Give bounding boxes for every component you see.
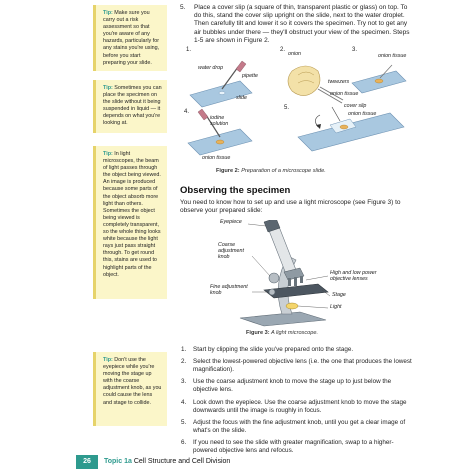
label-iodine-solution: iodine solution [210,115,229,127]
step-number: 3. [181,378,187,386]
figure-3-microscope [200,220,410,330]
label-onion: onion [288,51,301,57]
label-onion-tissue: onion tissue [378,53,407,59]
page-footer [76,455,436,469]
page-number: 26 [76,455,98,469]
label-light: Light [330,304,342,310]
figure-2-drawing [180,45,414,163]
figure-2-caption [216,168,326,174]
label-tweezers: tweezers [328,79,350,85]
tip-box-stains [93,146,167,299]
step-number: 5. [180,4,186,11]
section-intro: You need to know how to set up and use a light microscope (see Figure 3) to observe your prepared slide: [180,199,401,215]
label-cover-slip: cover slip [344,103,367,109]
label-onion-tissue: onion tissue [330,91,359,97]
tip-box-risk-assessment [93,5,167,71]
tip-text: Sometimes you can place the specimen on the slide without it being suspended in liquid — it depends on what you're looking at. [103,85,162,127]
tip-box-specimen [93,80,167,133]
step-number: 1. [181,346,187,353]
tip-label: Tip: [103,151,113,157]
label-onion-tissue: onion tissue [348,111,377,117]
list-item [180,346,416,354]
footer-topic: Topic 1a [104,458,132,465]
figure-3-caption [246,330,318,336]
label-onion-tissue: onion tissue [202,155,231,161]
label-eyepiece: Eyepiece [220,219,242,225]
tip-text: In light microscopes, the beam of light passes through the object being viewed. An image is produced because some parts of the object absorb more light than others. Sometimes the object being viewed is completely transparent, so the whole thing looks white because the light rays just pass straight through. To get round this, stains are used to highlight parts of the object. [103,151,161,278]
step-text: If you need to see the slide with greater magnification, swap to a higher-powered objective lens and refocus. [193,438,394,454]
step-number: 6. [181,438,187,446]
caption-text: A light microscope. [270,330,319,336]
step-text: Look down the eyepiece. Use the coarse adjustment knob to move the stage downwards until the image is roughly in focus. [193,398,407,414]
step-number: 2. [181,358,187,366]
tip-label: Tip: [103,10,113,16]
label-slide: slide [236,95,247,101]
list-item [180,439,416,455]
step-5-paragraph [180,4,412,45]
label-water-drop: water drop [198,65,224,71]
tip-text: Don't use the eyepiece while you're moving the stage up with the coarse adjustment knob, as you could cause the lens and stage to collide. [103,357,162,406]
step-number: 5. [181,418,187,426]
label-objective-lenses: High and low power objective lenses [330,270,377,282]
list-item [180,378,416,394]
label-pipette: pipette [242,73,258,79]
list-item [180,399,416,415]
slide-3-illustration [352,65,406,93]
section-heading: Observing the specimen [180,185,291,196]
label-coarse-adjustment-knob: Coarse adjustment knob [218,242,244,260]
caption-label: Figure 3: [246,330,270,336]
list-item [180,419,416,435]
panel-marker: 4. [184,109,190,115]
panel-marker: 5. [284,105,290,111]
tip-box-eyepiece [93,352,167,426]
panel-marker: 3. [352,47,358,53]
step-text: Start by clipping the slide you've prepared onto the stage. [193,346,354,353]
caption-label: Figure 2: [216,168,240,174]
step-text: Select the lowest-powered objective lens (i.e. the one that produces the lowest magnification). [193,358,412,374]
caption-text: Preparation of a microscope slide. [241,168,326,174]
step-text: Use the coarse adjustment knob to move the stage up to just below the objective lens. [193,378,392,394]
label-fine-adjustment-knob: Fine adjustment knob [210,284,248,296]
panel-marker: 1. [186,47,192,53]
step-text: Place a cover slip (a square of thin, transparent plastic or glass) on top. To do this, stand the cover slip upright on the slide, next to the water droplet. Then carefully tilt and lower it so it covers the specimen. Try not to get any air bubbles under there — they'll obstruct your view of the specimen. Steps 1-5 are shown in Figure 2. [194,4,410,44]
tip-text: Make sure you carry out a risk assessment so that you're aware of any hazards, particularly for any stains you're using, before you start preparing your slide. [103,10,160,66]
tip-label: Tip: [103,357,113,363]
tip-label: Tip: [103,85,113,91]
list-item [180,358,416,374]
footer-chapter-title: Cell Structure and Cell Division [133,458,231,465]
step-number: 4. [181,398,187,406]
panel-marker: 2. [280,47,286,53]
label-stage: Stage [332,292,346,298]
footer-title [104,458,230,465]
observation-steps-list [180,346,416,459]
figure-2-slide-preparation [180,45,414,163]
step-text: Adjust the focus with the fine adjustment knob, until you get a clear image of what's on the slide. [193,418,406,434]
